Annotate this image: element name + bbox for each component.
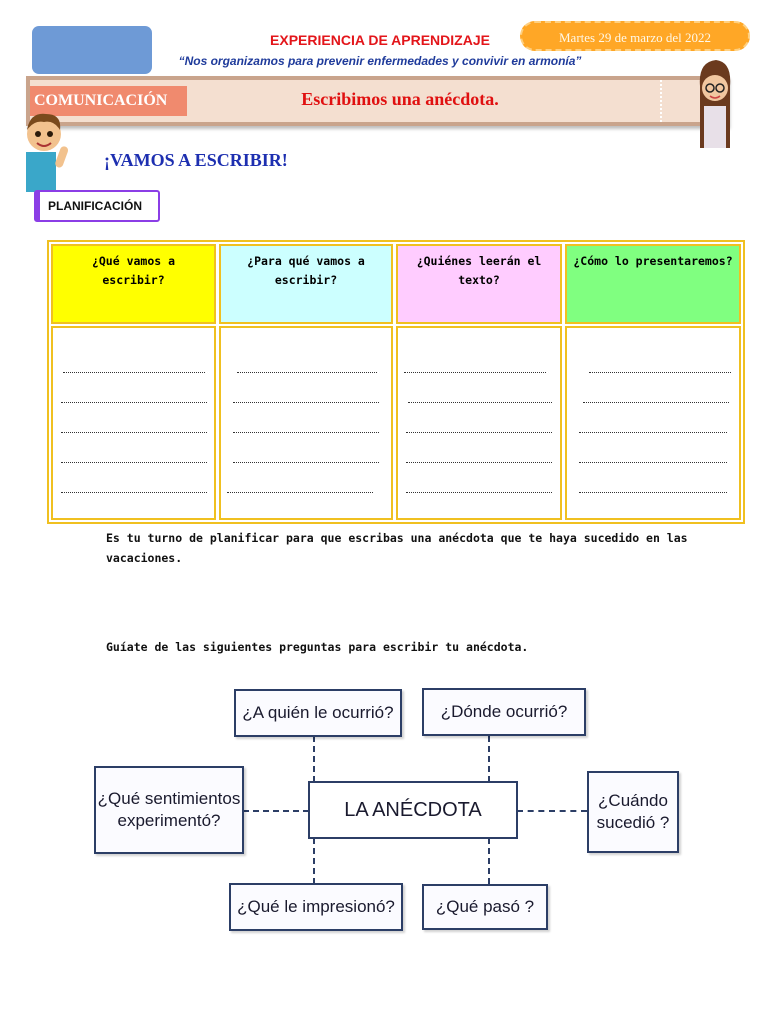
writing-line (233, 432, 379, 433)
writing-line (408, 402, 552, 403)
writing-line (61, 462, 207, 463)
date-badge: Martes 29 de marzo del 2022 (520, 21, 750, 51)
writing-line (61, 402, 207, 403)
writing-line (406, 432, 552, 433)
diagram-center-box (308, 781, 518, 839)
planning-label: PLANIFICACIÓN (34, 190, 160, 222)
question-where: ¿Dónde ocurrió? (440, 702, 568, 721)
question-who: ¿A quién le ocurrió? (242, 703, 394, 722)
table-answer-cell-what[interactable] (51, 326, 216, 520)
writing-line (579, 432, 727, 433)
connector-when (517, 810, 587, 812)
table-answer-cell-why[interactable] (219, 326, 393, 520)
writing-line (227, 492, 373, 493)
writing-line (237, 372, 377, 373)
header-subtitle: “Nos organizamos para prevenir enfermedades y convivir en armonía” (178, 54, 582, 68)
writing-line (233, 402, 379, 403)
connector-impressed (313, 838, 315, 884)
question-impressed: ¿Qué le impresionó? (237, 897, 395, 916)
writing-line (589, 372, 731, 373)
subject-label: COMUNICACIÓN (30, 86, 187, 116)
question-what-box (422, 884, 548, 930)
writing-line (406, 492, 552, 493)
header-color-block (32, 26, 152, 74)
question-feelings: ¿Qué sentimientos experimentó? (97, 789, 241, 830)
writing-line (61, 432, 207, 433)
connector-where (488, 736, 490, 782)
connector-feelings (243, 810, 309, 812)
question-when-box (587, 771, 679, 853)
question-feelings-box (94, 766, 244, 854)
question-impressed-box (229, 883, 403, 931)
table-header-what: ¿Qué vamos a escribir? (51, 244, 216, 324)
question-who-box (234, 689, 402, 737)
writing-line (579, 492, 727, 493)
lesson-title: Escribimos una anécdota. (301, 89, 499, 109)
connector-who (313, 736, 315, 782)
writing-line (63, 372, 205, 373)
question-what: ¿Qué pasó ? (435, 897, 535, 916)
table-header-how: ¿Cómo lo presentaremos? (565, 244, 741, 324)
table-header-why: ¿Para qué vamos a escribir? (219, 244, 393, 324)
writing-line (61, 492, 207, 493)
section-title: ¡VAMOS A ESCRIBIR! (104, 150, 288, 170)
instruction-paragraph: Es tu turno de planificar para que escribas una anécdota que te haya sucedido en las vacaciones. (106, 531, 688, 565)
girl-character-illustration (696, 56, 732, 148)
writing-line (404, 372, 546, 373)
writing-line (579, 462, 727, 463)
diagram-instruction: Guíate de las siguientes preguntas para escribir tu anécdota. (106, 640, 529, 654)
question-when: ¿Cuándo sucedió ? (596, 791, 670, 832)
connector-what (488, 838, 490, 884)
writing-line (233, 462, 379, 463)
banner-divider (660, 80, 663, 122)
question-where-box (422, 688, 586, 736)
header-title: EXPERIENCIA DE APRENDIZAJE (270, 32, 490, 48)
writing-line (406, 462, 552, 463)
table-header-who: ¿Quiénes leerán el texto? (396, 244, 562, 324)
diagram-center-label: LA ANÉCDOTA (344, 798, 482, 821)
boy-character-illustration (20, 106, 80, 192)
writing-line (583, 402, 729, 403)
table-answer-cell-how[interactable] (565, 326, 741, 520)
table-answer-cell-who[interactable] (396, 326, 562, 520)
